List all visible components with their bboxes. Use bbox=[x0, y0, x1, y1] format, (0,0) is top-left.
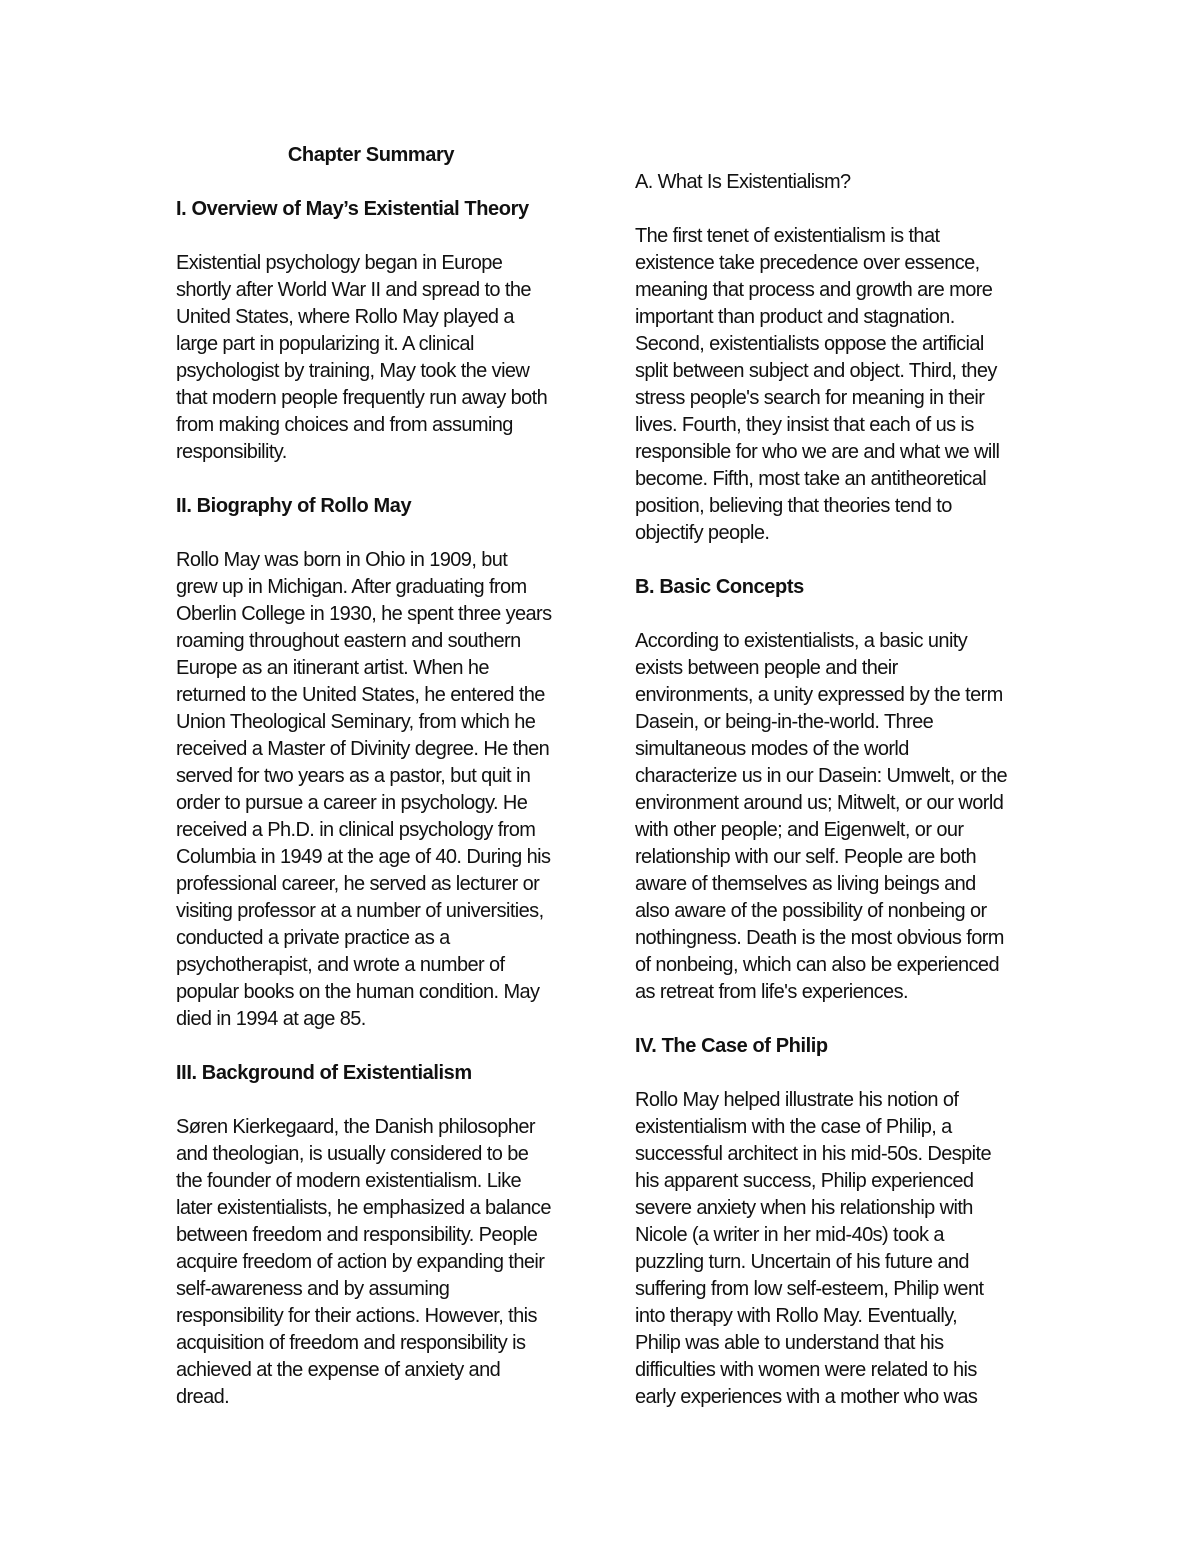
section-body-background bbox=[176, 1114, 576, 1411]
text-line: Second, existentialists oppose the artificial bbox=[635, 333, 984, 355]
text-line: important than product and stagnation. bbox=[635, 306, 955, 328]
text-line: Rollo May was born in Ohio in 1909, but bbox=[176, 549, 508, 571]
section-heading-biography: II. Biography of Rollo May bbox=[176, 495, 412, 517]
text-line: psychologist by training, May took the view bbox=[176, 360, 530, 382]
text-line: of nonbeing, which can also be experienced bbox=[635, 954, 999, 976]
section-body-case-of-philip bbox=[635, 1087, 1035, 1411]
text-line: characterize us in our Dasein: Umwelt, or the bbox=[635, 765, 1008, 787]
text-line: order to pursue a career in psychology. He bbox=[176, 792, 528, 814]
chapter-title: Chapter Summary bbox=[287, 144, 455, 166]
spacer bbox=[635, 601, 1035, 628]
spacer bbox=[176, 520, 576, 547]
text-line: difficulties with women were related to his bbox=[635, 1359, 977, 1381]
text-line: Europe as an itinerant artist. When he bbox=[176, 657, 489, 679]
text-line: According to existentialists, a basic unity bbox=[635, 630, 968, 652]
text-line: existentialism with the case of Philip, a bbox=[635, 1116, 952, 1138]
text-line: roaming throughout eastern and southern bbox=[176, 630, 521, 652]
text-line: popular books on the human condition. May bbox=[176, 981, 540, 1003]
spacer bbox=[176, 1033, 576, 1060]
text-line: Oberlin College in 1930, he spent three years bbox=[176, 603, 552, 625]
text-line: received a Ph.D. in clinical psychology from bbox=[176, 819, 536, 841]
spacer bbox=[176, 1087, 576, 1114]
text-line: Columbia in 1949 at the age of 40. During his bbox=[176, 846, 551, 868]
section-heading-case-of-philip: IV. The Case of Philip bbox=[635, 1035, 828, 1057]
text-line: into therapy with Rollo May. Eventually, bbox=[635, 1305, 958, 1327]
text-line: meaning that process and growth are more bbox=[635, 279, 993, 301]
text-line: acquisition of freedom and responsibility is bbox=[176, 1332, 526, 1354]
text-line: died in 1994 at age 85. bbox=[176, 1008, 366, 1030]
spacer bbox=[176, 169, 576, 196]
spacer bbox=[635, 547, 1035, 574]
text-line: relationship with our self. People are both bbox=[635, 846, 977, 868]
text-line: Nicole (a writer in her mid-40s) took a bbox=[635, 1224, 944, 1246]
text-line: later existentialists, he emphasized a balance bbox=[176, 1197, 551, 1219]
text-line: Existential psychology began in Europe bbox=[176, 252, 503, 274]
text-line: Union Theological Seminary, from which he bbox=[176, 711, 536, 733]
text-line: simultaneous modes of the world bbox=[635, 738, 909, 760]
text-line: served for two years as a pastor, but quit in bbox=[176, 765, 531, 787]
section-body-basic-concepts bbox=[635, 628, 1035, 1006]
text-line: acquire freedom of action by expanding their bbox=[176, 1251, 545, 1273]
left-column bbox=[176, 142, 576, 1411]
text-line: successful architect in his mid-50s. Despite bbox=[635, 1143, 991, 1165]
text-line: large part in popularizing it. A clinical bbox=[176, 333, 474, 355]
text-line: The first tenet of existentialism is that bbox=[635, 225, 940, 247]
text-line: early experiences with a mother who was bbox=[635, 1386, 978, 1408]
spacer bbox=[635, 1060, 1035, 1087]
text-line: his apparent success, Philip experienced bbox=[635, 1170, 974, 1192]
text-line: that modern people frequently run away both bbox=[176, 387, 548, 409]
text-line: position, believing that theories tend to bbox=[635, 495, 952, 517]
section-heading-background: III. Background of Existentialism bbox=[176, 1062, 472, 1084]
text-line: professional career, he served as lecturer or bbox=[176, 873, 540, 895]
spacer bbox=[635, 1006, 1035, 1033]
text-line: objectify people. bbox=[635, 522, 770, 544]
section-body-what-is-existentialism bbox=[635, 223, 1035, 547]
text-line: the founder of modern existentialism. Like bbox=[176, 1170, 521, 1192]
text-line: suffering from low self-esteem, Philip went bbox=[635, 1278, 984, 1300]
text-line: visiting professor at a number of universities, bbox=[176, 900, 544, 922]
text-line: Rollo May helped illustrate his notion of bbox=[635, 1089, 959, 1111]
text-line: achieved at the expense of anxiety and bbox=[176, 1359, 501, 1381]
text-line: existence take precedence over essence, bbox=[635, 252, 980, 274]
text-line: dread. bbox=[176, 1386, 230, 1408]
text-line: psychotherapist, and wrote a number of bbox=[176, 954, 505, 976]
text-line: nothingness. Death is the most obvious form bbox=[635, 927, 1004, 949]
section-heading-overview: I. Overview of May’s Existential Theory bbox=[176, 198, 529, 220]
text-line: responsible for who we are and what we will bbox=[635, 441, 1000, 463]
text-line: between freedom and responsibility. People bbox=[176, 1224, 538, 1246]
section-body-overview bbox=[176, 250, 576, 466]
spacer bbox=[176, 223, 576, 250]
right-column bbox=[635, 142, 1035, 1411]
text-line: also aware of the possibility of nonbeing or bbox=[635, 900, 987, 922]
text-line: responsibility for their actions. However, this bbox=[176, 1305, 537, 1327]
text-line: environments, a unity expressed by the term bbox=[635, 684, 1003, 706]
text-line: with other people; and Eigenwelt, or our bbox=[635, 819, 964, 841]
text-line: received a Master of Divinity degree. He then bbox=[176, 738, 550, 760]
text-line: lives. Fourth, they insist that each of us is bbox=[635, 414, 974, 436]
text-line: severe anxiety when his relationship with bbox=[635, 1197, 973, 1219]
text-line: Philip was able to understand that his bbox=[635, 1332, 944, 1354]
text-line: responsibility. bbox=[176, 441, 287, 463]
text-line: United States, where Rollo May played a bbox=[176, 306, 514, 328]
section-heading-what-is-existentialism: A. What Is Existentialism? bbox=[635, 171, 851, 193]
spacer bbox=[635, 142, 1035, 169]
spacer bbox=[176, 466, 576, 493]
text-line: conducted a private practice as a bbox=[176, 927, 450, 949]
text-line: aware of themselves as living beings and bbox=[635, 873, 976, 895]
section-body-biography bbox=[176, 547, 576, 1033]
text-line: puzzling turn. Uncertain of his future and bbox=[635, 1251, 969, 1273]
spacer bbox=[635, 196, 1035, 223]
section-heading-basic-concepts: B. Basic Concepts bbox=[635, 576, 804, 598]
text-line: from making choices and from assuming bbox=[176, 414, 513, 436]
text-line: environment around us; Mitwelt, or our world bbox=[635, 792, 1004, 814]
text-line: Søren Kierkegaard, the Danish philosopher bbox=[176, 1116, 535, 1138]
text-line: stress people's search for meaning in their bbox=[635, 387, 985, 409]
text-line: and theologian, is usually considered to be bbox=[176, 1143, 529, 1165]
text-line: self-awareness and by assuming bbox=[176, 1278, 450, 1300]
text-line: as retreat from life's experiences. bbox=[635, 981, 908, 1003]
text-line: split between subject and object. Third, they bbox=[635, 360, 997, 382]
text-line: shortly after World War II and spread to the bbox=[176, 279, 531, 301]
text-line: grew up in Michigan. After graduating from bbox=[176, 576, 527, 598]
text-line: exists between people and their bbox=[635, 657, 898, 679]
text-line: returned to the United States, he entered the bbox=[176, 684, 545, 706]
text-line: become. Fifth, most take an antitheoretical bbox=[635, 468, 987, 490]
text-line: Dasein, or being-in-the-world. Three bbox=[635, 711, 934, 733]
